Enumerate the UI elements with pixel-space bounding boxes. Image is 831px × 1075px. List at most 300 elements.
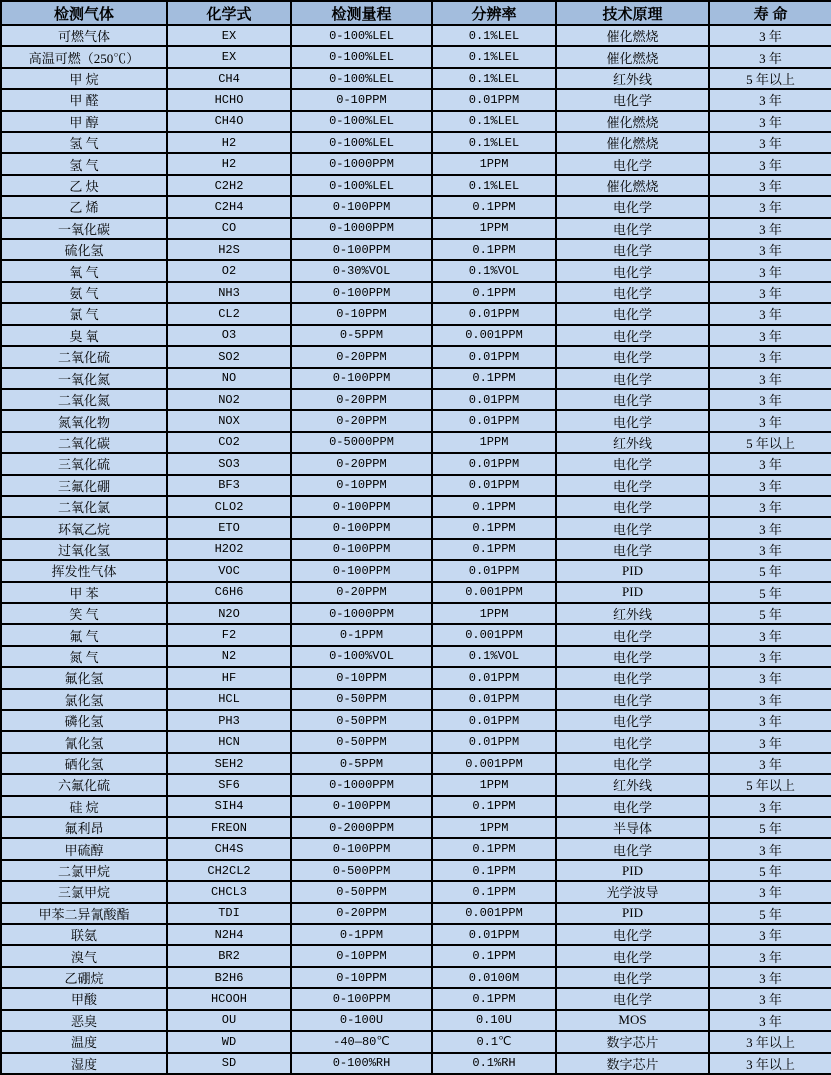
cell-lifespan: 3 年以上 xyxy=(709,1053,831,1075)
table-row xyxy=(1,325,831,346)
cell-resolution: 0.001PPM xyxy=(432,624,556,645)
cell-range: 0-5PPM xyxy=(291,753,432,774)
table-row xyxy=(1,368,831,389)
cell-gas: 硒化氢 xyxy=(1,753,167,774)
cell-formula: CL2 xyxy=(167,303,291,324)
cell-lifespan: 3 年 xyxy=(709,967,831,988)
cell-resolution: 0.01PPM xyxy=(432,475,556,496)
cell-lifespan: 3 年 xyxy=(709,881,831,902)
cell-gas: 磷化氢 xyxy=(1,710,167,731)
cell-lifespan: 3 年 xyxy=(709,389,831,410)
cell-range: 0-100PPM xyxy=(291,838,432,859)
cell-formula: ETO xyxy=(167,517,291,538)
cell-lifespan: 3 年 xyxy=(709,410,831,431)
cell-lifespan: 3 年 xyxy=(709,945,831,966)
table-row xyxy=(1,68,831,89)
cell-formula: N2 xyxy=(167,646,291,667)
cell-gas: 甲 醛 xyxy=(1,89,167,110)
cell-resolution: 1PPM xyxy=(432,603,556,624)
cell-gas: 氢 气 xyxy=(1,132,167,153)
cell-range: 0-100%LEL xyxy=(291,68,432,89)
cell-principle: 电化学 xyxy=(556,325,709,346)
cell-principle: 电化学 xyxy=(556,689,709,710)
cell-range: 0-2000PPM xyxy=(291,817,432,838)
cell-lifespan: 3 年 xyxy=(709,753,831,774)
cell-formula: C2H2 xyxy=(167,175,291,196)
cell-lifespan: 3 年 xyxy=(709,111,831,132)
cell-principle: 电化学 xyxy=(556,710,709,731)
cell-formula: HCN xyxy=(167,731,291,752)
cell-gas: 氟化氢 xyxy=(1,667,167,688)
table-row xyxy=(1,817,831,838)
cell-formula: EX xyxy=(167,46,291,67)
cell-gas: 二氯甲烷 xyxy=(1,860,167,881)
cell-gas: 二氧化碳 xyxy=(1,432,167,453)
cell-lifespan: 5 年以上 xyxy=(709,68,831,89)
cell-lifespan: 5 年 xyxy=(709,582,831,603)
cell-principle: 电化学 xyxy=(556,838,709,859)
cell-lifespan: 5 年 xyxy=(709,603,831,624)
cell-principle: 红外线 xyxy=(556,68,709,89)
cell-lifespan: 3 年 xyxy=(709,667,831,688)
cell-resolution: 0.1PPM xyxy=(432,368,556,389)
cell-range: 0-50PPM xyxy=(291,710,432,731)
cell-formula: C2H4 xyxy=(167,196,291,217)
cell-principle: 电化学 xyxy=(556,624,709,645)
header-row xyxy=(1,1,831,25)
cell-formula: NOX xyxy=(167,410,291,431)
cell-gas: 一氧化碳 xyxy=(1,218,167,239)
cell-range: 0-100PPM xyxy=(291,196,432,217)
table-row xyxy=(1,753,831,774)
cell-resolution: 0.1PPM xyxy=(432,860,556,881)
cell-formula: OU xyxy=(167,1010,291,1031)
cell-formula: B2H6 xyxy=(167,967,291,988)
cell-gas: 三氯甲烷 xyxy=(1,881,167,902)
cell-formula: SO2 xyxy=(167,346,291,367)
cell-resolution: 0.01PPM xyxy=(432,453,556,474)
cell-range: 0-1PPM xyxy=(291,924,432,945)
table-row xyxy=(1,988,831,1009)
cell-gas: 氰化氢 xyxy=(1,731,167,752)
cell-principle: 催化燃烧 xyxy=(556,132,709,153)
cell-principle: 催化燃烧 xyxy=(556,46,709,67)
cell-formula: EX xyxy=(167,25,291,46)
cell-formula: CO2 xyxy=(167,432,291,453)
cell-gas: 甲苯二异氰酸酯 xyxy=(1,903,167,924)
cell-formula: SIH4 xyxy=(167,796,291,817)
table-row xyxy=(1,453,831,474)
cell-lifespan: 3 年 xyxy=(709,325,831,346)
cell-lifespan: 3 年 xyxy=(709,196,831,217)
cell-formula: N2H4 xyxy=(167,924,291,945)
cell-formula: NO xyxy=(167,368,291,389)
cell-lifespan: 3 年 xyxy=(709,282,831,303)
cell-gas: 六氟化硫 xyxy=(1,774,167,795)
cell-principle: PID xyxy=(556,860,709,881)
cell-lifespan: 3 年 xyxy=(709,89,831,110)
cell-formula: CH4O xyxy=(167,111,291,132)
cell-formula: O2 xyxy=(167,260,291,281)
cell-lifespan: 5 年 xyxy=(709,817,831,838)
cell-resolution: 0.1%LEL xyxy=(432,68,556,89)
cell-gas: 温度 xyxy=(1,1031,167,1052)
table-row xyxy=(1,710,831,731)
table-row xyxy=(1,111,831,132)
cell-lifespan: 3 年 xyxy=(709,475,831,496)
cell-range: 0-10PPM xyxy=(291,667,432,688)
cell-formula: H2O2 xyxy=(167,539,291,560)
cell-principle: 电化学 xyxy=(556,539,709,560)
cell-range: 0-100%RH xyxy=(291,1053,432,1075)
cell-principle: 数字芯片 xyxy=(556,1053,709,1075)
table-row xyxy=(1,1010,831,1031)
table-row xyxy=(1,432,831,453)
cell-gas: 二氧化氯 xyxy=(1,496,167,517)
cell-range: 0-20PPM xyxy=(291,389,432,410)
table-row xyxy=(1,389,831,410)
table-row xyxy=(1,967,831,988)
cell-range: 0-5000PPM xyxy=(291,432,432,453)
cell-principle: 红外线 xyxy=(556,603,709,624)
cell-principle: 电化学 xyxy=(556,924,709,945)
cell-resolution: 1PPM xyxy=(432,817,556,838)
cell-formula: VOC xyxy=(167,560,291,581)
cell-range: 0-10PPM xyxy=(291,475,432,496)
cell-principle: 红外线 xyxy=(556,774,709,795)
cell-range: 0-5PPM xyxy=(291,325,432,346)
cell-range: 0-20PPM xyxy=(291,346,432,367)
cell-range: 0-1000PPM xyxy=(291,774,432,795)
cell-lifespan: 3 年 xyxy=(709,731,831,752)
cell-formula: WD xyxy=(167,1031,291,1052)
cell-gas: 氯 气 xyxy=(1,303,167,324)
cell-resolution: 0.1PPM xyxy=(432,496,556,517)
cell-formula: CH4S xyxy=(167,838,291,859)
cell-lifespan: 3 年 xyxy=(709,838,831,859)
cell-gas: 挥发性气体 xyxy=(1,560,167,581)
table-row xyxy=(1,582,831,603)
cell-range: 0-100%LEL xyxy=(291,111,432,132)
cell-lifespan: 3 年 xyxy=(709,646,831,667)
cell-gas: 乙 烯 xyxy=(1,196,167,217)
table-row xyxy=(1,175,831,196)
column-header-resolution: 分辨率 xyxy=(432,1,556,25)
table-header xyxy=(1,1,831,25)
cell-formula: HCL xyxy=(167,689,291,710)
cell-range: 0-100PPM xyxy=(291,496,432,517)
table-row xyxy=(1,796,831,817)
cell-formula: C6H6 xyxy=(167,582,291,603)
cell-principle: 电化学 xyxy=(556,239,709,260)
cell-resolution: 0.01PPM xyxy=(432,346,556,367)
table-body xyxy=(1,25,831,1074)
cell-range: 0-20PPM xyxy=(291,410,432,431)
cell-principle: 电化学 xyxy=(556,303,709,324)
table-row xyxy=(1,667,831,688)
cell-formula: HCHO xyxy=(167,89,291,110)
table-row xyxy=(1,410,831,431)
cell-lifespan: 3 年 xyxy=(709,46,831,67)
cell-range: 0-100PPM xyxy=(291,539,432,560)
cell-lifespan: 3 年 xyxy=(709,988,831,1009)
cell-gas: 一氧化氮 xyxy=(1,368,167,389)
cell-gas: 三氟化硼 xyxy=(1,475,167,496)
cell-principle: 半导体 xyxy=(556,817,709,838)
cell-gas: 乙硼烷 xyxy=(1,967,167,988)
table-row xyxy=(1,517,831,538)
cell-resolution: 0.1%LEL xyxy=(432,25,556,46)
cell-resolution: 0.01PPM xyxy=(432,89,556,110)
cell-range: 0-50PPM xyxy=(291,731,432,752)
cell-gas: 氢 气 xyxy=(1,153,167,174)
cell-range: 0-50PPM xyxy=(291,689,432,710)
table-row xyxy=(1,903,831,924)
cell-lifespan: 3 年 xyxy=(709,796,831,817)
cell-gas: 氮 气 xyxy=(1,646,167,667)
table-row xyxy=(1,624,831,645)
cell-range: 0-100PPM xyxy=(291,988,432,1009)
cell-resolution: 0.1PPM xyxy=(432,239,556,260)
cell-lifespan: 3 年 xyxy=(709,710,831,731)
cell-formula: PH3 xyxy=(167,710,291,731)
cell-range: 0-100%LEL xyxy=(291,46,432,67)
cell-range: -40—80℃ xyxy=(291,1031,432,1052)
cell-lifespan: 3 年 xyxy=(709,624,831,645)
cell-range: 0-1000PPM xyxy=(291,218,432,239)
cell-resolution: 1PPM xyxy=(432,432,556,453)
cell-lifespan: 3 年 xyxy=(709,239,831,260)
table-row xyxy=(1,153,831,174)
cell-principle: 电化学 xyxy=(556,496,709,517)
cell-range: 0-20PPM xyxy=(291,903,432,924)
cell-principle: 数字芯片 xyxy=(556,1031,709,1052)
cell-principle: 催化燃烧 xyxy=(556,175,709,196)
cell-principle: PID xyxy=(556,560,709,581)
cell-range: 0-20PPM xyxy=(291,582,432,603)
cell-principle: 电化学 xyxy=(556,260,709,281)
cell-principle: 电化学 xyxy=(556,368,709,389)
cell-resolution: 0.01PPM xyxy=(432,389,556,410)
cell-resolution: 0.01PPM xyxy=(432,689,556,710)
column-header-principle: 技术原理 xyxy=(556,1,709,25)
cell-lifespan: 3 年以上 xyxy=(709,1031,831,1052)
cell-lifespan: 5 年以上 xyxy=(709,774,831,795)
cell-lifespan: 3 年 xyxy=(709,453,831,474)
table-row xyxy=(1,496,831,517)
cell-range: 0-100%VOL xyxy=(291,646,432,667)
table-row xyxy=(1,239,831,260)
cell-principle: 电化学 xyxy=(556,475,709,496)
cell-formula: CO xyxy=(167,218,291,239)
table-row xyxy=(1,924,831,945)
cell-lifespan: 3 年 xyxy=(709,1010,831,1031)
cell-principle: 电化学 xyxy=(556,967,709,988)
cell-lifespan: 3 年 xyxy=(709,218,831,239)
table-row xyxy=(1,945,831,966)
cell-resolution: 1PPM xyxy=(432,774,556,795)
column-header-lifespan: 寿 命 xyxy=(709,1,831,25)
cell-range: 0-100U xyxy=(291,1010,432,1031)
cell-lifespan: 3 年 xyxy=(709,539,831,560)
cell-lifespan: 3 年 xyxy=(709,303,831,324)
table-row xyxy=(1,731,831,752)
cell-formula: BF3 xyxy=(167,475,291,496)
cell-resolution: 0.1PPM xyxy=(432,196,556,217)
cell-range: 0-30%VOL xyxy=(291,260,432,281)
cell-resolution: 0.1PPM xyxy=(432,881,556,902)
cell-lifespan: 3 年 xyxy=(709,25,831,46)
cell-resolution: 0.1%VOL xyxy=(432,646,556,667)
cell-resolution: 0.0100M xyxy=(432,967,556,988)
cell-gas: 笑 气 xyxy=(1,603,167,624)
table-row xyxy=(1,1031,831,1052)
cell-range: 0-100%LEL xyxy=(291,25,432,46)
cell-resolution: 0.1PPM xyxy=(432,517,556,538)
cell-principle: PID xyxy=(556,582,709,603)
cell-lifespan: 3 年 xyxy=(709,496,831,517)
cell-lifespan: 3 年 xyxy=(709,153,831,174)
cell-range: 0-100%LEL xyxy=(291,175,432,196)
cell-gas: 甲 苯 xyxy=(1,582,167,603)
cell-principle: 红外线 xyxy=(556,432,709,453)
cell-gas: 湿度 xyxy=(1,1053,167,1075)
cell-resolution: 0.1%LEL xyxy=(432,132,556,153)
cell-resolution: 0.1%LEL xyxy=(432,111,556,132)
cell-principle: 电化学 xyxy=(556,667,709,688)
cell-resolution: 0.01PPM xyxy=(432,667,556,688)
cell-formula: SF6 xyxy=(167,774,291,795)
cell-lifespan: 3 年 xyxy=(709,346,831,367)
cell-range: 0-10PPM xyxy=(291,945,432,966)
cell-principle: 电化学 xyxy=(556,646,709,667)
cell-formula: SEH2 xyxy=(167,753,291,774)
cell-resolution: 0.001PPM xyxy=(432,582,556,603)
table-row xyxy=(1,539,831,560)
cell-principle: 电化学 xyxy=(556,89,709,110)
cell-resolution: 0.001PPM xyxy=(432,903,556,924)
table-row xyxy=(1,881,831,902)
table-row xyxy=(1,689,831,710)
cell-gas: 硫化氢 xyxy=(1,239,167,260)
cell-range: 0-100PPM xyxy=(291,796,432,817)
cell-formula: CH2CL2 xyxy=(167,860,291,881)
cell-resolution: 0.001PPM xyxy=(432,325,556,346)
table-row xyxy=(1,303,831,324)
cell-formula: CHCL3 xyxy=(167,881,291,902)
cell-principle: 电化学 xyxy=(556,196,709,217)
cell-resolution: 1PPM xyxy=(432,218,556,239)
cell-lifespan: 3 年 xyxy=(709,368,831,389)
cell-gas: 甲 烷 xyxy=(1,68,167,89)
cell-range: 0-100PPM xyxy=(291,368,432,389)
cell-formula: NH3 xyxy=(167,282,291,303)
cell-gas: 环氧乙烷 xyxy=(1,517,167,538)
cell-range: 0-1PPM xyxy=(291,624,432,645)
cell-formula: FREON xyxy=(167,817,291,838)
cell-resolution: 0.1℃ xyxy=(432,1031,556,1052)
table-row xyxy=(1,860,831,881)
cell-formula: H2 xyxy=(167,132,291,153)
cell-lifespan: 5 年 xyxy=(709,860,831,881)
cell-formula: HCOOH xyxy=(167,988,291,1009)
cell-resolution: 0.1%VOL xyxy=(432,260,556,281)
column-header-gas: 检测气体 xyxy=(1,1,167,25)
cell-gas: 臭 氧 xyxy=(1,325,167,346)
table-row xyxy=(1,475,831,496)
cell-lifespan: 3 年 xyxy=(709,517,831,538)
cell-gas: 氨 气 xyxy=(1,282,167,303)
cell-resolution: 0.01PPM xyxy=(432,303,556,324)
cell-lifespan: 3 年 xyxy=(709,132,831,153)
cell-principle: 电化学 xyxy=(556,731,709,752)
cell-resolution: 0.1PPM xyxy=(432,838,556,859)
cell-resolution: 0.1PPM xyxy=(432,988,556,1009)
cell-formula: N2O xyxy=(167,603,291,624)
table-row xyxy=(1,25,831,46)
cell-principle: 催化燃烧 xyxy=(556,25,709,46)
cell-resolution: 0.1%RH xyxy=(432,1053,556,1075)
cell-gas: 硅 烷 xyxy=(1,796,167,817)
cell-formula: HF xyxy=(167,667,291,688)
cell-gas: 可燃气体 xyxy=(1,25,167,46)
cell-formula: O3 xyxy=(167,325,291,346)
column-header-formula: 化学式 xyxy=(167,1,291,25)
table-row xyxy=(1,1053,831,1075)
cell-principle: 光学波导 xyxy=(556,881,709,902)
cell-principle: 电化学 xyxy=(556,389,709,410)
cell-formula: CLO2 xyxy=(167,496,291,517)
cell-resolution: 0.1PPM xyxy=(432,796,556,817)
cell-range: 0-50PPM xyxy=(291,881,432,902)
cell-range: 0-100PPM xyxy=(291,239,432,260)
cell-principle: 电化学 xyxy=(556,945,709,966)
cell-gas: 氟 气 xyxy=(1,624,167,645)
cell-gas: 二氧化硫 xyxy=(1,346,167,367)
table-row xyxy=(1,282,831,303)
cell-lifespan: 3 年 xyxy=(709,175,831,196)
cell-gas: 乙 炔 xyxy=(1,175,167,196)
cell-principle: 电化学 xyxy=(556,517,709,538)
cell-resolution: 0.01PPM xyxy=(432,560,556,581)
column-header-range: 检测量程 xyxy=(291,1,432,25)
cell-principle: 电化学 xyxy=(556,988,709,1009)
cell-resolution: 0.1PPM xyxy=(432,282,556,303)
cell-principle: 电化学 xyxy=(556,453,709,474)
cell-principle: PID xyxy=(556,903,709,924)
cell-range: 0-500PPM xyxy=(291,860,432,881)
cell-principle: 电化学 xyxy=(556,410,709,431)
cell-resolution: 1PPM xyxy=(432,153,556,174)
cell-lifespan: 3 年 xyxy=(709,260,831,281)
cell-resolution: 0.001PPM xyxy=(432,753,556,774)
cell-formula: SD xyxy=(167,1053,291,1075)
cell-lifespan: 3 年 xyxy=(709,689,831,710)
cell-resolution: 0.01PPM xyxy=(432,710,556,731)
table-row xyxy=(1,260,831,281)
cell-gas: 联氨 xyxy=(1,924,167,945)
cell-gas: 氮氧化物 xyxy=(1,410,167,431)
cell-gas: 三氧化硫 xyxy=(1,453,167,474)
cell-gas: 氯化氢 xyxy=(1,689,167,710)
cell-resolution: 0.1%LEL xyxy=(432,46,556,67)
cell-lifespan: 5 年 xyxy=(709,903,831,924)
cell-principle: 电化学 xyxy=(556,346,709,367)
cell-lifespan: 5 年 xyxy=(709,560,831,581)
cell-principle: 催化燃烧 xyxy=(556,111,709,132)
cell-formula: NO2 xyxy=(167,389,291,410)
cell-resolution: 0.1%LEL xyxy=(432,175,556,196)
